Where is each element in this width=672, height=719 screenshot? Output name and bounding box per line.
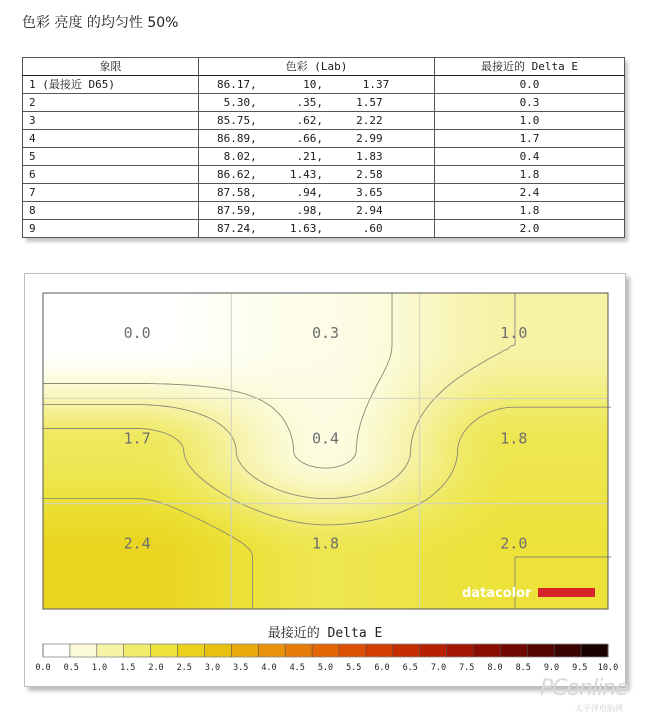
quadrant-cell: 8 [23, 202, 199, 220]
delta-e-cell: 0.4 [435, 148, 625, 166]
scale-swatch [97, 644, 124, 657]
scale-tick-label: 5.0 [317, 663, 334, 673]
delta-e-cell: 0.0 [435, 76, 625, 94]
cell-value-label: 2.0 [500, 534, 528, 553]
scale-swatch [124, 644, 151, 657]
table-row [23, 220, 625, 238]
watermark-logo: PConline [540, 676, 628, 701]
cell-value-label: 1.0 [500, 324, 528, 342]
cell-value-label: 0.4 [311, 429, 340, 448]
quadrant-cell: 6 [23, 166, 199, 184]
scale-tick-label: 8.0 [487, 663, 503, 673]
table-row [23, 94, 625, 112]
delta-e-cell: 1.7 [435, 130, 625, 148]
table-row [23, 130, 625, 148]
table-row [23, 112, 625, 130]
scale-tick-label: 6.0 [374, 663, 390, 673]
scale-tick-label: 1.0 [91, 663, 108, 673]
delta-e-cell: 1.8 [435, 202, 625, 220]
scale-swatch [43, 644, 70, 657]
lab-cell: 86.62, 1.43, 2.58 [199, 166, 435, 184]
quadrant-cell: 7 [23, 184, 199, 202]
scale-swatch [204, 644, 231, 657]
quadrant-cell: 9 [23, 220, 199, 238]
scale-tick-label: 2.0 [148, 663, 164, 673]
table-row [23, 202, 625, 220]
scale-swatch [339, 644, 366, 657]
scale-tick-label: 1.5 [120, 663, 136, 673]
quadrant-cell: 5 [23, 148, 199, 166]
scale-tick-label: 7.0 [430, 663, 447, 673]
scale-swatch [70, 644, 97, 657]
lab-cell: 87.58, .94, 3.65 [199, 184, 435, 202]
delta-e-cell: 1.0 [435, 112, 625, 130]
lab-cell: 8.02, .21, 1.83 [199, 148, 435, 166]
scale-tick-label: 3.0 [204, 663, 221, 673]
scale-swatch [581, 644, 608, 657]
delta-e-cell: 0.3 [435, 94, 625, 112]
scale-tick-label: 3.5 [233, 663, 249, 673]
delta-e-cell: 2.0 [435, 220, 625, 238]
scale-tick-label: 0.5 [63, 663, 79, 673]
scale-swatch [500, 644, 527, 657]
cell-value-label: 0.0 [123, 324, 151, 342]
scale-tick-label: 4.0 [261, 663, 277, 673]
lab-cell: 5.30, .35, 1.57 [199, 94, 435, 112]
lab-cell: 87.59, .98, 2.94 [199, 202, 435, 220]
scale-tick-label: 7.5 [459, 663, 475, 673]
delta-e-cell: 1.8 [435, 166, 625, 184]
quadrant-cell: 4 [23, 130, 199, 148]
scale-swatch [285, 644, 312, 657]
scale-swatch [258, 644, 285, 657]
scale-swatch [447, 644, 474, 657]
scale-tick-label: 0.0 [35, 663, 51, 673]
quadrant-cell: 1 (最接近 D65) [23, 76, 199, 94]
cell-value-label: 1.7 [123, 429, 151, 448]
cell-value-label: 0.3 [311, 324, 340, 342]
scale-tick-label: 9.5 [572, 663, 588, 673]
scale-swatch [151, 644, 178, 657]
scale-title: 最接近的 Delta E [267, 626, 383, 641]
page-title: 色彩 亮度 的均匀性 50% [22, 15, 179, 31]
scale-tick-label: 10.0 [597, 663, 619, 673]
lab-cell: 87.24, 1.63, .60 [199, 220, 435, 238]
header-delta-e: 最接近的 Delta E [435, 58, 625, 76]
watermark-sub: 太平洋电脑网 [575, 704, 623, 713]
table-header-row [23, 58, 625, 76]
header-lab-color: 色彩 (Lab) [199, 58, 435, 76]
scale-swatch [366, 644, 393, 657]
uniformity-table-container [22, 57, 624, 238]
scale-swatch [527, 644, 554, 657]
quadrant-cell: 2 [23, 94, 199, 112]
quadrant-cell: 3 [23, 112, 199, 130]
scale-swatch [420, 644, 447, 657]
table-row [23, 184, 625, 202]
scale-swatch [178, 644, 205, 657]
lab-cell: 86.89, .66, 2.99 [199, 130, 435, 148]
scale-tick-label: 9.0 [543, 663, 560, 673]
scale-swatch [473, 644, 500, 657]
scale-tick-label: 5.5 [346, 663, 362, 673]
cell-value-label: 2.4 [123, 534, 151, 553]
table-row [23, 166, 625, 184]
uniformity-heatmap [25, 274, 625, 686]
delta-e-cell: 2.4 [435, 184, 625, 202]
scale-swatch [231, 644, 258, 657]
cell-value-label: 1.8 [500, 429, 528, 448]
table-row [23, 148, 625, 166]
scale-tick-label: 2.5 [176, 663, 192, 673]
cell-value-label: 1.8 [311, 534, 340, 553]
lab-cell: 85.75, .62, 2.22 [199, 112, 435, 130]
uniformity-table [22, 57, 625, 238]
table-row [23, 76, 625, 94]
uniformity-chart-frame [24, 273, 626, 687]
brand-logo-text: datacolor [462, 586, 532, 601]
scale-swatch [554, 644, 581, 657]
lab-cell: 86.17, 10, 1.37 [199, 76, 435, 94]
scale-tick-label: 6.5 [402, 663, 418, 673]
scale-tick-label: 8.5 [515, 663, 531, 673]
scale-tick-label: 4.5 [289, 663, 305, 673]
brand-logo-bar [538, 588, 595, 597]
scale-swatch [393, 644, 420, 657]
scale-swatch [312, 644, 339, 657]
header-quadrant: 象限 [23, 58, 199, 76]
